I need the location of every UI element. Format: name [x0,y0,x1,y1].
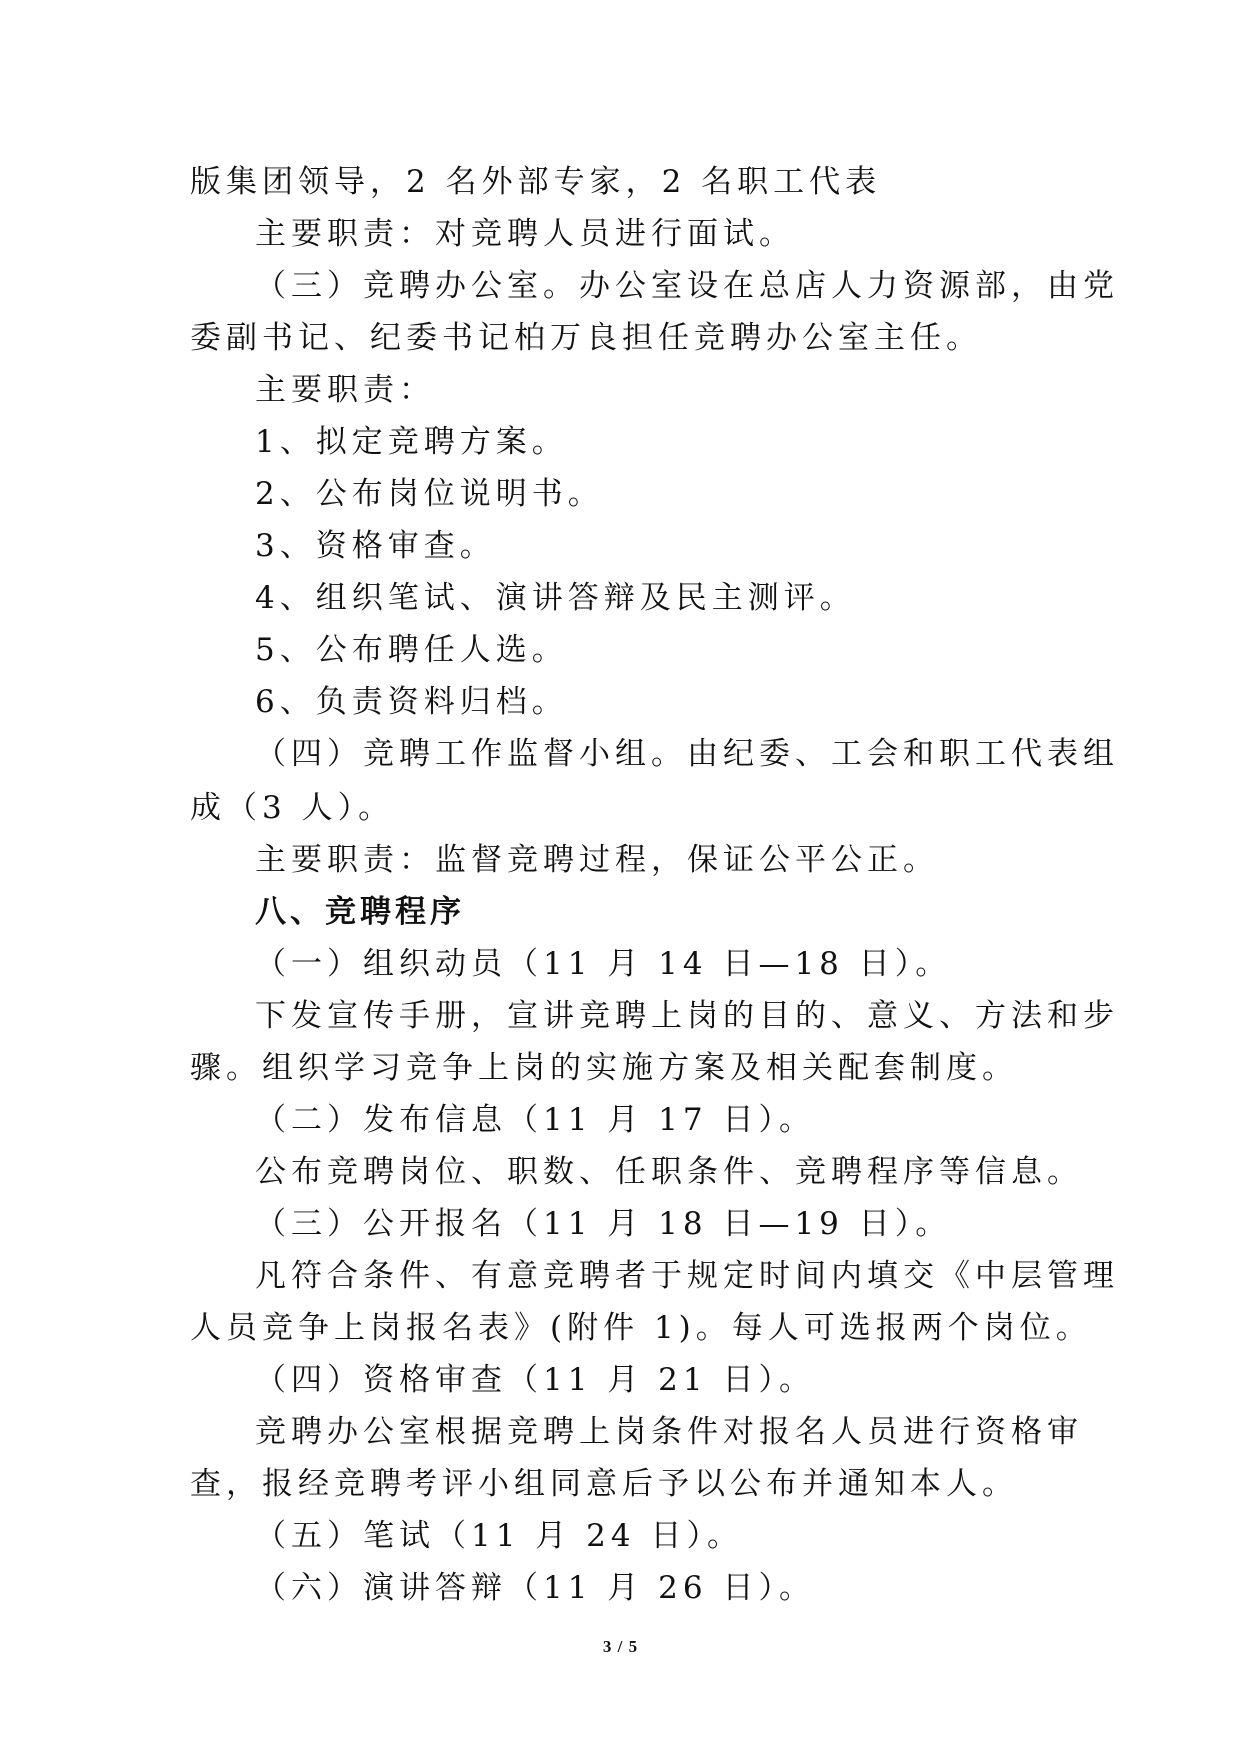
list-item: 1、拟定竞聘方案。 [255,424,568,460]
text-line: （三）公开报名（11 月 18 日—19 日）。 [255,1206,952,1242]
text-line: 下发宣传手册，宣讲竞聘上岗的目的、意义、方法和步 [255,998,1119,1034]
text-line: 主要职责：对竞聘人员进行面试。 [255,216,795,252]
text-line: （四）资格审查（11 月 21 日）。 [255,1362,815,1398]
text-line: 凡符合条件、有意竞聘者于规定时间内填交《中层管理 [255,1258,1119,1294]
text-line: 委副书记、纪委书记柏万良担任竞聘办公室主任。 [190,320,982,356]
text-line: （六）演讲答辩（11 月 26 日）。 [255,1570,815,1606]
text-line: 主要职责：监督竞聘过程，保证公平公正。 [255,842,939,878]
list-item: 2、公布岗位说明书。 [255,476,604,512]
text-line: 骤。组织学习竞争上岗的实施方案及相关配套制度。 [190,1050,1018,1086]
text-line: （一）组织动员（11 月 14 日—18 日）。 [255,946,952,982]
text-line: （五）笔试（11 月 24 日）。 [255,1518,743,1554]
text-line: 竞聘办公室根据竞聘上岗条件对报名人员进行资格审 [255,1414,1083,1450]
text-line: 查，报经竞聘考评小组同意后予以公布并通知本人。 [190,1466,1018,1502]
list-item: 4、组织笔试、演讲答辩及民主测评。 [255,580,856,616]
text-line: 主要职责： [255,372,435,408]
list-item: 5、公布聘任人选。 [255,632,568,668]
section-heading: 八、竞聘程序 [255,894,465,930]
text-line: 人员竞争上岗报名表》(附件 1)。每人可选报两个岗位。 [190,1310,1092,1346]
list-item: 3、资格审查。 [255,528,496,564]
text-line: 成（3 人）。 [190,790,395,826]
text-line: （三）竞聘办公室。办公室设在总店人力资源部，由党 [255,268,1119,304]
list-item: 6、负责资料归档。 [255,684,568,720]
text-line: （二）发布信息（11 月 17 日）。 [255,1102,815,1138]
page-number: 3 / 5 [602,1637,639,1656]
text-line: 公布竞聘岗位、职数、任职条件、竞聘程序等信息。 [255,1154,1083,1190]
text-line: （四）竞聘工作监督小组。由纪委、工会和职工代表组 [255,736,1119,772]
text-line: 版集团领导，2 名外部专家，2 名职工代表 [190,164,882,200]
document-body [190,156,1119,1614]
